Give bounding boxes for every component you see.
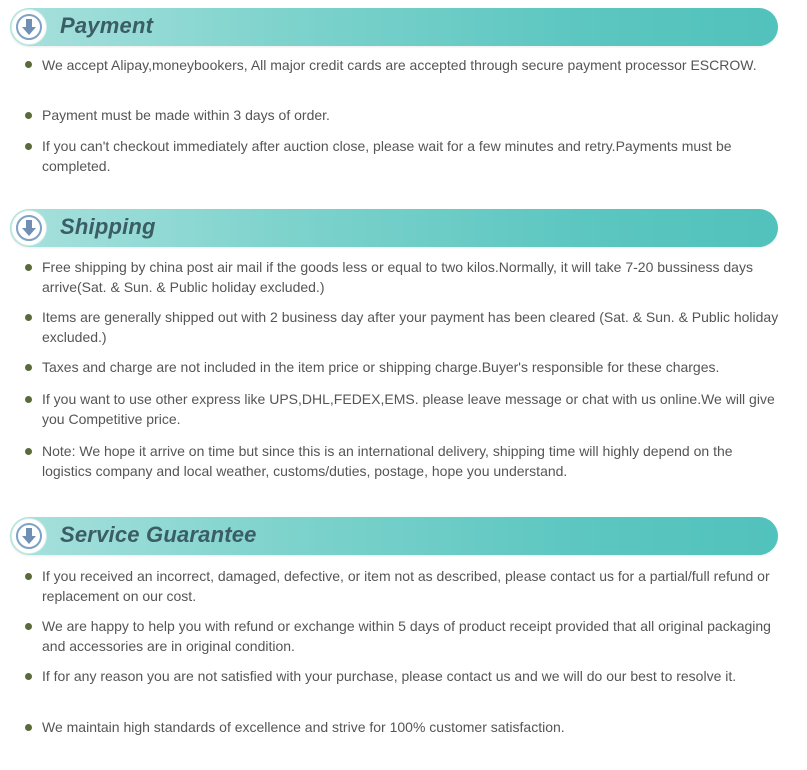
payment-item: If you can't checkout immediately after auction close, please wait for a few minutes and retry.Payments must be completed. [42, 138, 732, 174]
shipping-item: If you want to use other express like UPS,DHL,FEDEX,EMS. please leave message or chat with us online.We will give you Competitive price. [42, 391, 775, 427]
bullet-dot [25, 112, 32, 119]
bullet-dot [25, 623, 32, 630]
service-item: If for any reason you are not satisfied with your purchase, please contact us and we will do our best to resolve it. [42, 668, 737, 684]
bullet-dot [25, 396, 32, 403]
shipping-title: Shipping [60, 214, 156, 239]
payment-item: We accept Alipay,moneybookers, All major credit cards are accepted through secure payment processor ESCROW. [42, 57, 757, 73]
payment-item: Payment must be made within 3 days of order. [42, 107, 330, 123]
shipping-item: Free shipping by china post air mail if the goods less or equal to two kilos.Normally, it will take 7-20 bussiness days arrive(Sat. & Sun. & Public holiday excluded.) [42, 259, 753, 295]
service-guarantee-banner [10, 517, 778, 555]
bullet-dot [25, 264, 32, 271]
bullet-dot [25, 573, 32, 580]
service-item: If you received an incorrect, damaged, defective, or item not as described, please contact us for a partial/full refund or replacement on our cost. [42, 568, 770, 604]
bullet-dot [25, 673, 32, 680]
shipping-item: Note: We hope it arrive on time but since this is an international delivery, shipping time will highly depend on the logistics company and local weather, customs/duties, postage, hope you understand. [42, 443, 733, 479]
down-arrow-circle-icon [12, 10, 46, 44]
payment-banner [10, 8, 778, 46]
service-item: We are happy to help you with refund or exchange within 5 days of product receipt provided that all original packaging and accessories are in original condition. [42, 618, 771, 654]
bullet-dot [25, 364, 32, 371]
bullet-dot [25, 724, 32, 731]
bullet-dot [25, 448, 32, 455]
down-arrow-circle-icon [12, 519, 46, 553]
down-arrow-circle-icon [12, 211, 46, 245]
shipping-item: Items are generally shipped out with 2 business day after your payment has been cleared (Sat. & Sun. & Public holiday excluded.) [42, 309, 779, 345]
bullet-dot [25, 314, 32, 321]
service-guarantee-title: Service Guarantee [60, 522, 257, 547]
bullet-dot [25, 143, 32, 150]
bullet-dot [25, 61, 32, 68]
service-item: We maintain high standards of excellence and strive for 100% customer satisfaction. [42, 719, 565, 735]
shipping-item: Taxes and charge are not included in the item price or shipping charge.Buyer's responsible for these charges. [42, 359, 720, 375]
payment-title: Payment [60, 13, 154, 38]
shipping-banner [10, 209, 778, 247]
